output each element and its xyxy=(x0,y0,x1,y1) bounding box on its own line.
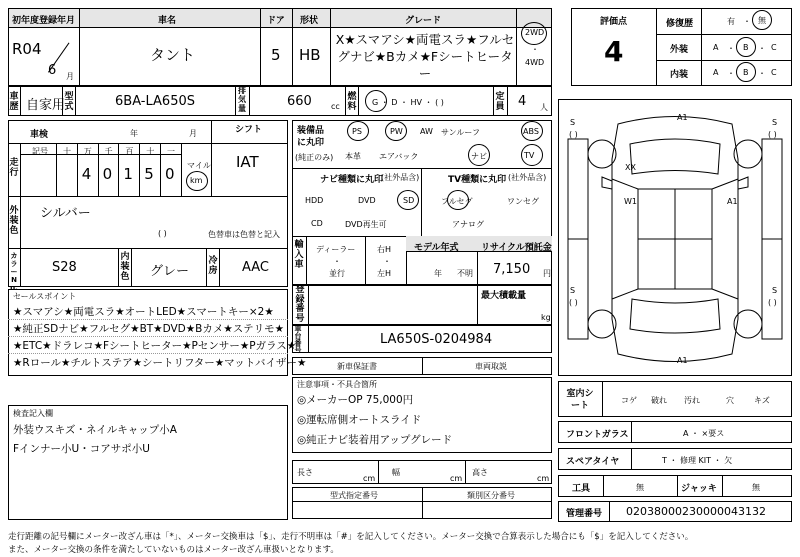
import-dot2: ・ xyxy=(383,257,391,266)
sales-divider xyxy=(8,353,288,354)
mileage-divider xyxy=(181,143,182,196)
mileage-unit-label: 百 xyxy=(125,147,134,156)
mileage-digit: 0 xyxy=(165,165,175,183)
inspector-line: 外装ウスキズ・ネイルキャップ小A xyxy=(13,424,177,436)
inspection-year: 年 xyxy=(130,129,138,138)
navi-item: HDD xyxy=(305,196,324,205)
mileage-label: 走行 xyxy=(9,158,19,178)
equipment-item: サンルーフ xyxy=(441,128,480,137)
tv-item: ワンセグ xyxy=(507,197,539,206)
exterior-b: B xyxy=(743,43,749,52)
car-name: タント xyxy=(150,46,196,64)
inspection-label: 車検 xyxy=(30,130,49,140)
repair-yes: 有 xyxy=(727,17,735,26)
mileage-digit: 4 xyxy=(81,165,92,183)
model-year-unknown: 不明 xyxy=(457,269,473,278)
dims-length-unit: cm xyxy=(363,474,376,483)
diagram-s-tl: S xyxy=(570,118,576,127)
interior-color-label: 内装色 xyxy=(120,252,130,282)
sales-line: ★ETC★ドラレコ★Fシートヒーター★Pセンサー★Pガラス★ xyxy=(13,340,297,352)
reg-no-label: 登録番号 xyxy=(295,285,305,324)
grade-text: X★スマアシ★両電スラ★フルセグナビ★Bカメ★Fシートヒーター xyxy=(335,32,515,81)
import-dealer: ディーラー xyxy=(316,245,356,254)
capacity: 4 xyxy=(518,94,527,109)
score-value: 4 xyxy=(604,35,624,68)
navi-item: DVD xyxy=(358,196,376,205)
drive-4wd: 4WD xyxy=(525,58,545,67)
jack-label: ジャッキ xyxy=(681,484,717,494)
score-label: 評価点 xyxy=(600,17,628,27)
import-left: 左H xyxy=(377,269,392,278)
mileage-mile: マイル xyxy=(187,161,211,170)
diagram-mark-rear: A1 xyxy=(677,356,688,365)
recycle-unit: 円 xyxy=(543,269,551,278)
type-no-label: 型式指定番号 xyxy=(330,491,378,500)
mileage-unit-label: 一 xyxy=(167,147,175,156)
vehicle-history: 自家用 xyxy=(26,98,66,113)
sales-divider xyxy=(8,336,288,337)
dims-height-unit: cm xyxy=(537,474,550,483)
color-note: 色替車は色替と記入 xyxy=(208,230,280,239)
model-year-label: モデル年式 xyxy=(414,243,459,253)
exterior-a: A xyxy=(713,43,719,52)
color-label: 外装色 xyxy=(9,206,19,236)
windshield-label: フロントガラス xyxy=(566,430,629,440)
equipment-item: エアバック xyxy=(379,152,419,161)
equipment-item: ABS xyxy=(523,127,539,136)
equipment-label: 装備品に丸印 xyxy=(297,126,325,148)
docs-warranty: 新車保証書 xyxy=(337,362,377,371)
import-label: 輸入車 xyxy=(294,240,304,270)
sales-label: セールスポイント xyxy=(13,292,77,301)
diagram-s-bl: S xyxy=(570,286,576,295)
mileage-digit: 5 xyxy=(144,165,154,183)
mileage-digit: 0 xyxy=(102,165,113,183)
docs-manual: 車両取説 xyxy=(475,362,507,371)
first-reg-month-unit: 月 xyxy=(66,72,74,81)
mileage-divider xyxy=(98,143,99,196)
mgmt-value: 02038000230000043132 xyxy=(626,505,766,518)
diagram-mark-xx: XX xyxy=(625,163,636,172)
sales-divider xyxy=(8,319,288,320)
row2 xyxy=(8,86,552,116)
mileage-digit: 1 xyxy=(123,165,133,183)
seat-label: 室内シート xyxy=(566,389,594,411)
interior-sep2: ・ xyxy=(758,69,766,78)
mileage-unit-label: 万 xyxy=(83,147,92,156)
navi-item: CD xyxy=(311,219,323,228)
diagram-mark-w1: W1 xyxy=(624,197,637,206)
tv-item: アナログ xyxy=(452,220,484,229)
equipment-item: PW xyxy=(390,127,403,136)
navi-item: DVD再生可 xyxy=(345,220,387,229)
tools-value: 無 xyxy=(636,483,644,492)
equipment-item: TV xyxy=(524,151,535,160)
sales-line: ★Rロール★チルトステア★シートリフター★マットバイザー★ xyxy=(13,357,307,369)
windshield-value: A ・ ×要ス xyxy=(683,429,725,438)
diagram-paren-bl: ( ) xyxy=(569,298,578,307)
door-count: 5 xyxy=(271,46,281,64)
inspector-line: Fインナー小U・コアサポ小U xyxy=(13,443,150,455)
diagram-paren-tr: ( ) xyxy=(768,130,777,139)
footer-line-2: また、メーター交換の条件を満たしていないものはメーター改ざん車扱いとなります。 xyxy=(8,545,339,555)
dims-width-unit: cm xyxy=(450,474,463,483)
diagram-paren-tl: ( ) xyxy=(569,130,578,139)
color-no: S28 xyxy=(52,260,77,275)
shift-value: IAT xyxy=(236,153,259,171)
equipment-item: AW xyxy=(420,127,433,136)
color-value: シルバー xyxy=(40,206,91,221)
dims-height: 高さ xyxy=(472,468,488,477)
seat-item: キズ xyxy=(754,396,770,405)
diagram-mark-front: A1 xyxy=(677,113,688,122)
mileage-unit-label: 千 xyxy=(104,147,113,156)
seat-item: 破れ xyxy=(651,396,667,405)
import-right: 右H xyxy=(377,245,392,254)
interior-sep1: ・ xyxy=(727,69,735,78)
notes-line: ◎メーカーOP 75,000円 xyxy=(297,394,414,406)
equipment-item: ナビ xyxy=(471,152,487,161)
diagram-s-tr: S xyxy=(772,118,778,127)
repair-no: 無 xyxy=(758,16,766,25)
displacement-label: 排気量 xyxy=(238,86,246,113)
navi-sub: (社外品含) xyxy=(381,173,420,182)
diagram-s-br: S xyxy=(772,286,778,295)
dims-block xyxy=(292,460,552,484)
notes-line: ◎運転席側オートスライド xyxy=(297,414,422,426)
shape-label: 形状 xyxy=(300,16,319,26)
inspector-label: 検査記入欄 xyxy=(13,409,53,418)
color-no-label: カラーNo. xyxy=(10,252,18,292)
class-no-label: 類別区分番号 xyxy=(467,491,515,500)
ac-value: AAC xyxy=(242,260,269,275)
model-value: 6BA-LA650S xyxy=(115,94,195,109)
notes-line: ◎純正ナビ装着用アップグレード xyxy=(297,434,453,446)
tools-label: 工具 xyxy=(572,484,591,494)
vehicle-history-label: 車歴 xyxy=(9,92,19,112)
footer-line-1: 走行距離の記号欄にメーター改ざん車は「*」、メーター交換車は「$」、走行不明車は「#」を記入してください。メーター交換で合算表示した場合にも「$」を記入してください。 xyxy=(8,532,694,542)
notes-label: 注意事項・不具合箇所 xyxy=(297,380,377,389)
body-shape: HB xyxy=(299,46,321,64)
diagram-paren-br: ( ) xyxy=(768,298,777,307)
mileage-divider xyxy=(118,143,119,196)
color-bracket: ( ) xyxy=(158,229,167,238)
drive-2wd: 2WD xyxy=(525,28,545,37)
import-dot: ・ xyxy=(333,257,341,266)
mileage-divider xyxy=(77,143,78,196)
chassis-label: 車台番号 xyxy=(294,325,302,354)
sales-line: ★スマアシ★両電スラ★オートLED★スマートキー×2★ xyxy=(13,306,274,318)
first-reg-label: 初年度登録年月 xyxy=(12,16,76,26)
chassis-value: LA650S-0204984 xyxy=(380,332,493,347)
capacity-label: 定員 xyxy=(495,92,505,112)
equipment-sub: (純正のみ) xyxy=(295,153,334,162)
ac-label: 冷房 xyxy=(208,256,218,276)
exterior-sep1: ・ xyxy=(727,44,735,53)
tv-label: TV種類に丸印 xyxy=(448,175,507,185)
mileage-divider xyxy=(160,143,161,196)
seat-item: コゲ xyxy=(621,396,637,405)
tv-sub: (社外品含) xyxy=(508,173,547,182)
exterior-label: 外装 xyxy=(670,45,689,55)
spare-label: スペアタイヤ xyxy=(566,457,620,467)
fuel-options: G ・ D ・ HV ・ ( ) xyxy=(372,98,444,107)
mileage-unit-label: 十 xyxy=(63,147,71,156)
door-label: ドア xyxy=(267,16,285,26)
grade-label: グレード xyxy=(405,16,442,26)
navi-label: ナビ種類に丸印 xyxy=(320,175,384,185)
repair-label: 修復歴 xyxy=(666,19,694,29)
seat-item: 穴 xyxy=(726,396,734,405)
tv-item: フルセグ xyxy=(441,197,473,206)
first-reg-year: R04 xyxy=(12,40,42,58)
capacity-unit: 人 xyxy=(540,103,548,112)
drive-dot: ・ xyxy=(531,45,539,54)
mgmt-label: 管理番号 xyxy=(566,509,603,519)
sales-line: ★純正SDナビ★フルセグ★BT★DVD★Bカメ★ステリモ★ xyxy=(13,323,285,335)
repair-sep: ・ xyxy=(743,17,751,26)
interior-a: A xyxy=(713,68,719,77)
first-reg-month: 6 xyxy=(48,63,57,78)
seat-item: 汚れ xyxy=(684,396,700,405)
fuel-label: 燃料 xyxy=(347,92,357,112)
dims-length: 長さ xyxy=(297,468,313,477)
mileage-km: km xyxy=(190,176,203,185)
displacement: 660 xyxy=(287,94,312,109)
dims-width: 幅 xyxy=(392,468,400,477)
jack-value: 無 xyxy=(752,483,760,492)
exterior-sep2: ・ xyxy=(758,44,766,53)
recycle-label: リサイクル預託金 xyxy=(481,243,552,253)
model-label: 型式 xyxy=(64,92,74,112)
spare-value: T ・ 修理 KIT ・ 欠 xyxy=(662,456,733,465)
max-load-unit: kg xyxy=(541,313,551,322)
equipment-item: PS xyxy=(352,127,362,136)
model-year-year: 年 xyxy=(434,269,442,278)
recycle-value: 7,150 xyxy=(493,262,531,277)
mileage-sign-label: 記号 xyxy=(32,147,48,156)
mileage-divider xyxy=(139,143,140,196)
shift-label: シフト xyxy=(235,125,263,135)
interior-b: B xyxy=(743,68,749,77)
mileage-unit-label: 十 xyxy=(146,147,155,156)
car-diagram xyxy=(558,99,792,376)
max-load-label: 最大積載量 xyxy=(481,291,527,301)
interior-c: C xyxy=(771,68,777,77)
diagram-mark-right: A1 xyxy=(727,197,738,206)
exterior-c: C xyxy=(771,43,777,52)
interior-label: 内装 xyxy=(670,70,689,80)
navi-item: SD xyxy=(403,196,415,205)
import-parallel: 並行 xyxy=(329,269,345,278)
equipment-item: 本革 xyxy=(345,152,361,161)
displacement-unit: cc xyxy=(331,102,340,111)
car-name-label: 車名 xyxy=(158,16,177,26)
interior-color: グレー xyxy=(150,264,190,279)
inspection-month: 月 xyxy=(189,129,197,138)
